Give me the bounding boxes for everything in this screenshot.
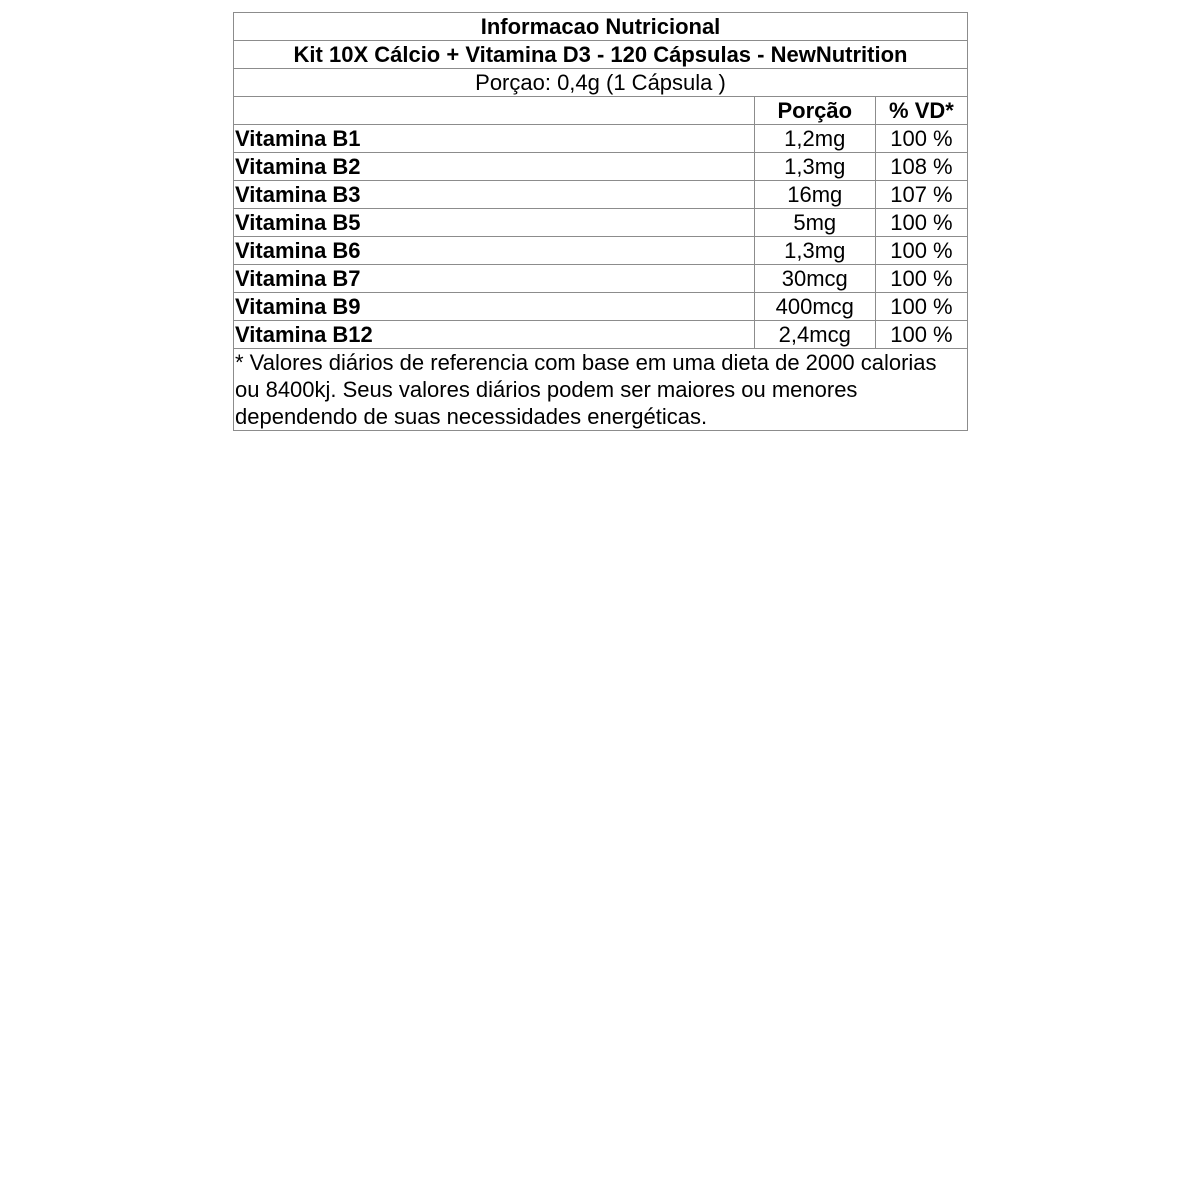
header-daily-value: % VD* [875, 97, 967, 125]
title-row [234, 13, 968, 41]
footnote-row [234, 349, 968, 431]
nutrient-daily-value: 107 % [875, 181, 967, 209]
nutrient-amount: 400mcg [754, 293, 875, 321]
nutrient-amount: 30mcg [754, 265, 875, 293]
nutrition-table-body [234, 13, 968, 431]
nutrient-amount: 1,3mg [754, 153, 875, 181]
table-title: Informacao Nutricional [234, 13, 968, 41]
nutrient-daily-value: 100 % [875, 321, 967, 349]
table-row [234, 153, 968, 181]
header-name [234, 97, 755, 125]
nutrient-daily-value: 100 % [875, 237, 967, 265]
serving-size: Porçao: 0,4g (1 Cápsula ) [234, 69, 968, 97]
nutrient-daily-value: 108 % [875, 153, 967, 181]
serving-row [234, 69, 968, 97]
table-row [234, 321, 968, 349]
footnote: * Valores diários de referencia com base em uma dieta de 2000 calorias ou 8400kj. Seus valores diários podem ser maiores ou menores dependendo de suas necessidades energéticas. [234, 349, 968, 431]
nutrient-daily-value: 100 % [875, 125, 967, 153]
product-name: Kit 10X Cálcio + Vitamina D3 - 120 Cápsulas - NewNutrition [234, 41, 968, 69]
nutrient-amount: 1,3mg [754, 237, 875, 265]
nutrient-amount: 16mg [754, 181, 875, 209]
nutrient-name: Vitamina B3 [234, 181, 755, 209]
nutrient-amount: 1,2mg [754, 125, 875, 153]
nutrient-name: Vitamina B12 [234, 321, 755, 349]
header-row [234, 97, 968, 125]
nutrient-amount: 5mg [754, 209, 875, 237]
nutrient-name: Vitamina B6 [234, 237, 755, 265]
nutrient-name: Vitamina B2 [234, 153, 755, 181]
nutrient-name: Vitamina B7 [234, 265, 755, 293]
product-row [234, 41, 968, 69]
table-row [234, 125, 968, 153]
nutrient-daily-value: 100 % [875, 265, 967, 293]
table-row [234, 181, 968, 209]
nutrient-name: Vitamina B1 [234, 125, 755, 153]
table-row [234, 293, 968, 321]
header-amount: Porção [754, 97, 875, 125]
nutrient-name: Vitamina B5 [234, 209, 755, 237]
nutrient-amount: 2,4mcg [754, 321, 875, 349]
table-row [234, 209, 968, 237]
nutrient-daily-value: 100 % [875, 293, 967, 321]
table-row [234, 265, 968, 293]
table-row [234, 237, 968, 265]
nutrition-facts-table [233, 12, 968, 431]
nutrient-daily-value: 100 % [875, 209, 967, 237]
nutrient-name: Vitamina B9 [234, 293, 755, 321]
